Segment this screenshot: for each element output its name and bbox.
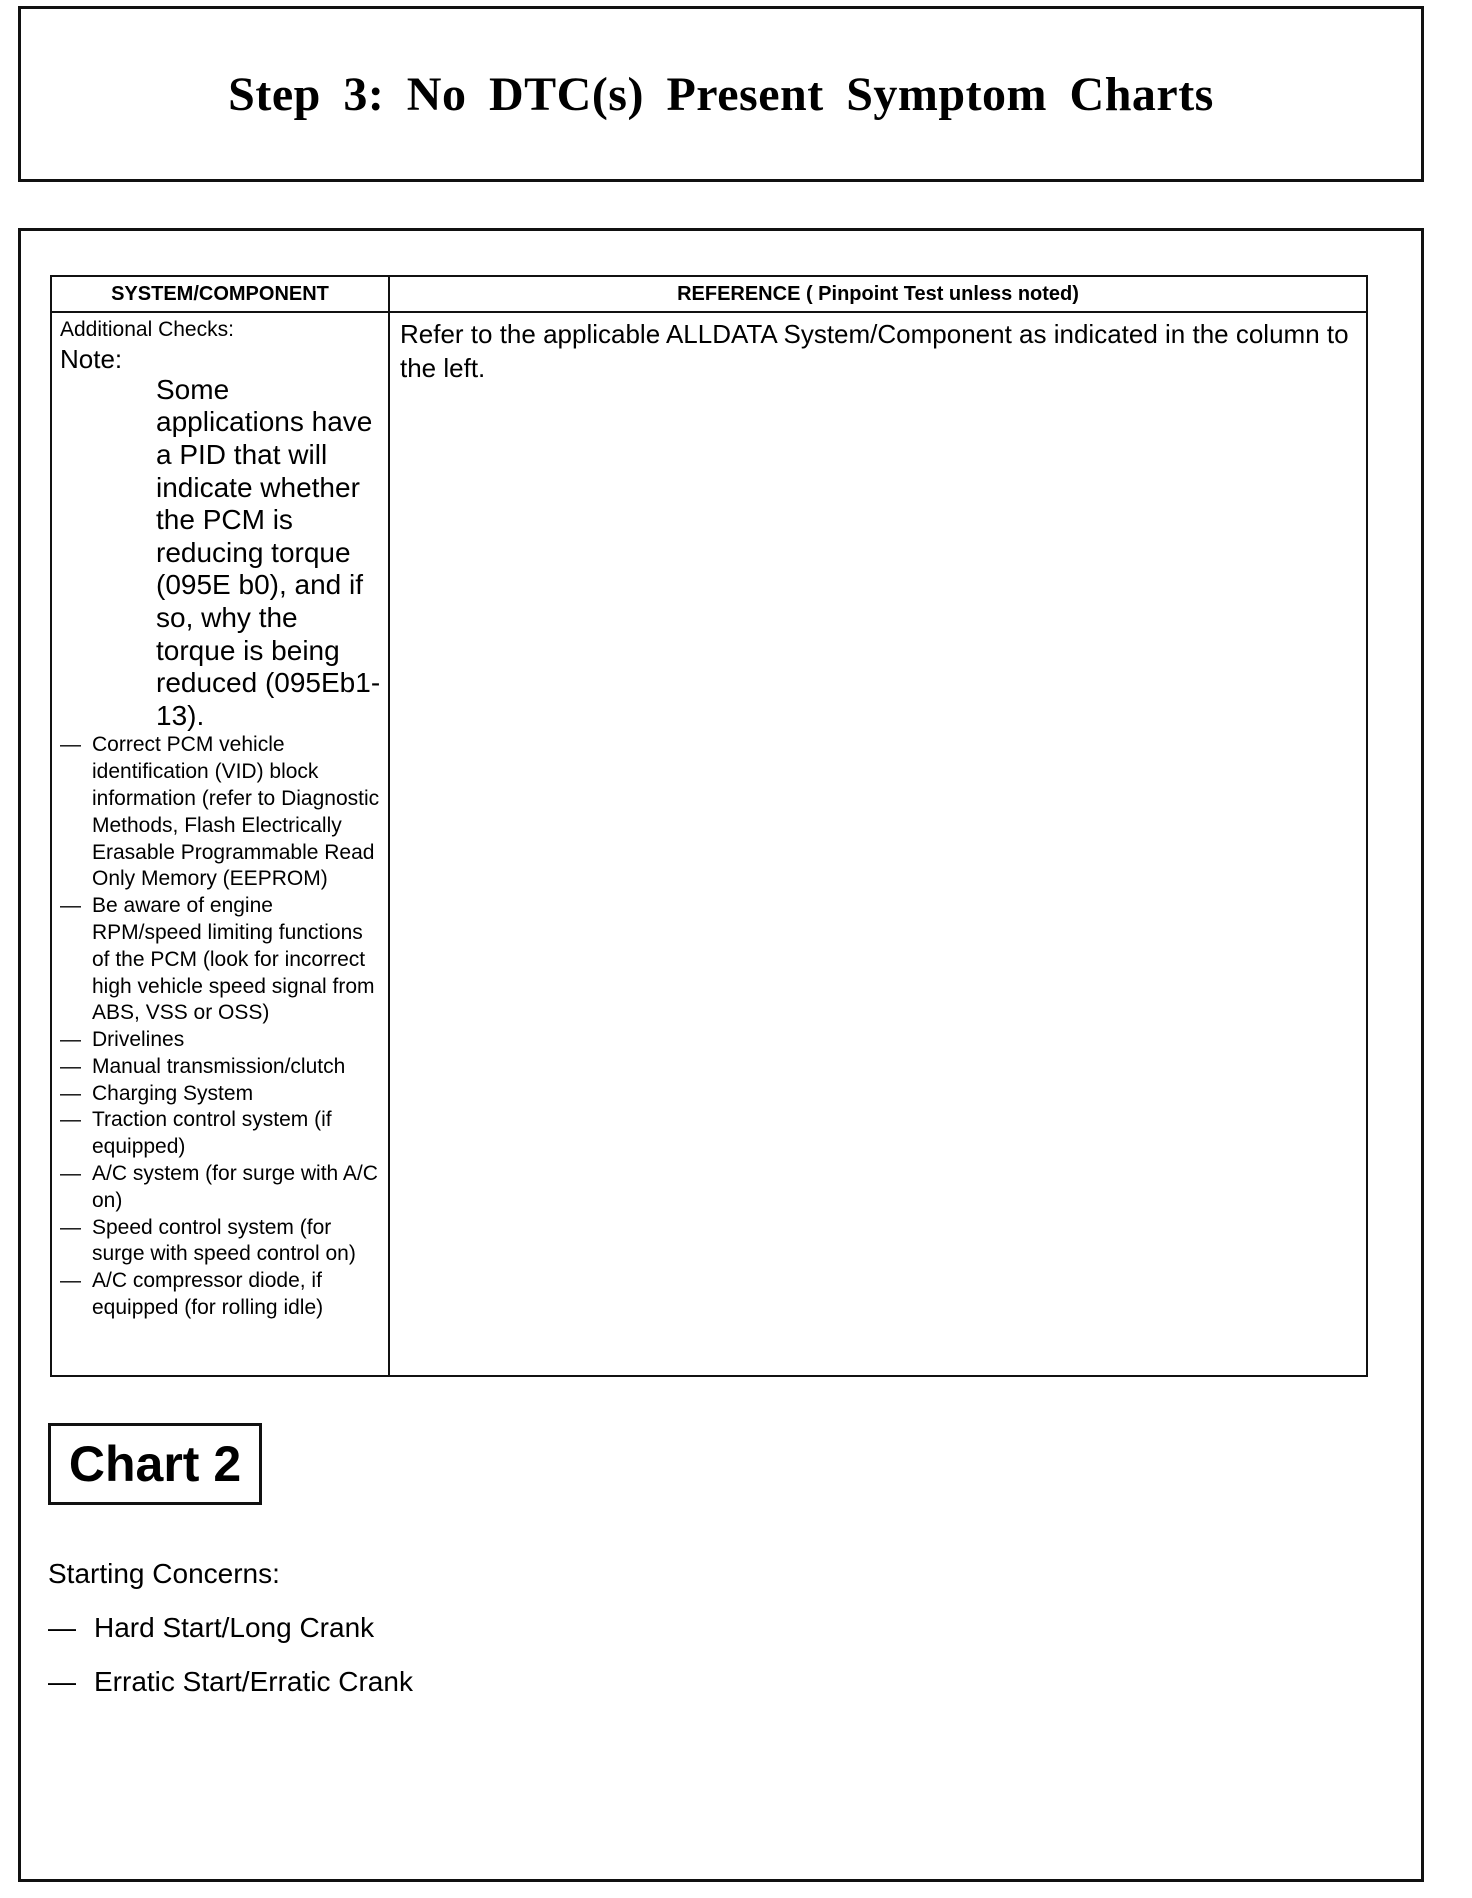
chart-2-box (48, 1423, 262, 1505)
list-item (60, 1027, 382, 1054)
dash-marker: — (60, 1162, 81, 1186)
check-text: Traction control system (if equipped) (92, 1108, 332, 1159)
dash-marker: — (60, 1215, 81, 1239)
check-text: Speed control system (for surge with speed control on) (92, 1215, 356, 1266)
concern-text: Erratic Start/Erratic Crank (94, 1666, 413, 1697)
list-item (60, 1107, 382, 1161)
dash-marker: — (48, 1612, 76, 1643)
dash-marker: — (60, 1081, 81, 1105)
title-box (18, 6, 1424, 182)
list-item (60, 1161, 382, 1215)
dash-marker: — (60, 1269, 81, 1293)
list-item (60, 1215, 382, 1269)
check-text: Manual transmission/clutch (92, 1054, 346, 1078)
header-reference: REFERENCE ( Pinpoint Test unless noted) (389, 276, 1367, 312)
list-item (60, 1268, 382, 1322)
list-item (48, 1612, 413, 1666)
note-text: Some applications have a PID that will indicate whether the PCM is reducing torque (095E b0), and if so, why the torque is being reduced (095Eb1-13). (156, 373, 381, 731)
additional-checks-label: Additional Checks: (60, 318, 234, 341)
dash-marker: — (48, 1666, 76, 1697)
chart-2-label: Chart 2 (68, 1436, 242, 1492)
dash-marker: — (60, 1028, 81, 1052)
dash-marker: — (60, 1108, 81, 1132)
checks-list (60, 732, 382, 1322)
check-text: Charging System (92, 1081, 254, 1105)
note-label: Note: (60, 343, 123, 374)
symptom-table (50, 275, 1368, 1377)
system-component-cell (51, 312, 389, 1376)
check-text: Be aware of engine RPM/speed limiting functions of the PCM (look for incorrect high vehicle speed signal from ABS, VSS or OSS) (92, 894, 375, 1025)
reference-cell (389, 312, 1367, 1376)
header-system-component: SYSTEM/COMPONENT (51, 276, 389, 312)
check-text: A/C compressor diode, if equipped (for rolling idle) (92, 1269, 324, 1320)
list-item (60, 1054, 382, 1081)
check-text: Correct PCM vehicle identification (VID) block information (refer to Diagnostic Methods, Flash Electrically Erasable Programmable Read Only Memory (EEPROM) (92, 733, 380, 891)
check-text: Drivelines (92, 1028, 185, 1052)
concerns-list (48, 1612, 413, 1720)
table-row (51, 312, 1367, 1376)
list-item (60, 732, 382, 893)
page-title: Step 3: No DTC(s) Present Symptom Charts (228, 67, 1214, 121)
dash-marker: — (60, 894, 81, 918)
concern-text: Hard Start/Long Crank (94, 1612, 375, 1643)
check-text: A/C system (for surge with A/C on) (92, 1162, 378, 1212)
reference-text: Refer to the applicable ALLDATA System/Component as indicated in the column to the left. (400, 319, 1349, 383)
dash-marker: — (60, 1054, 81, 1078)
starting-concerns-heading: Starting Concerns: (48, 1558, 280, 1589)
dash-marker: — (60, 733, 81, 757)
table-header-row (51, 276, 1367, 312)
list-item (60, 1081, 382, 1108)
list-item (60, 893, 382, 1027)
list-item (48, 1666, 413, 1720)
